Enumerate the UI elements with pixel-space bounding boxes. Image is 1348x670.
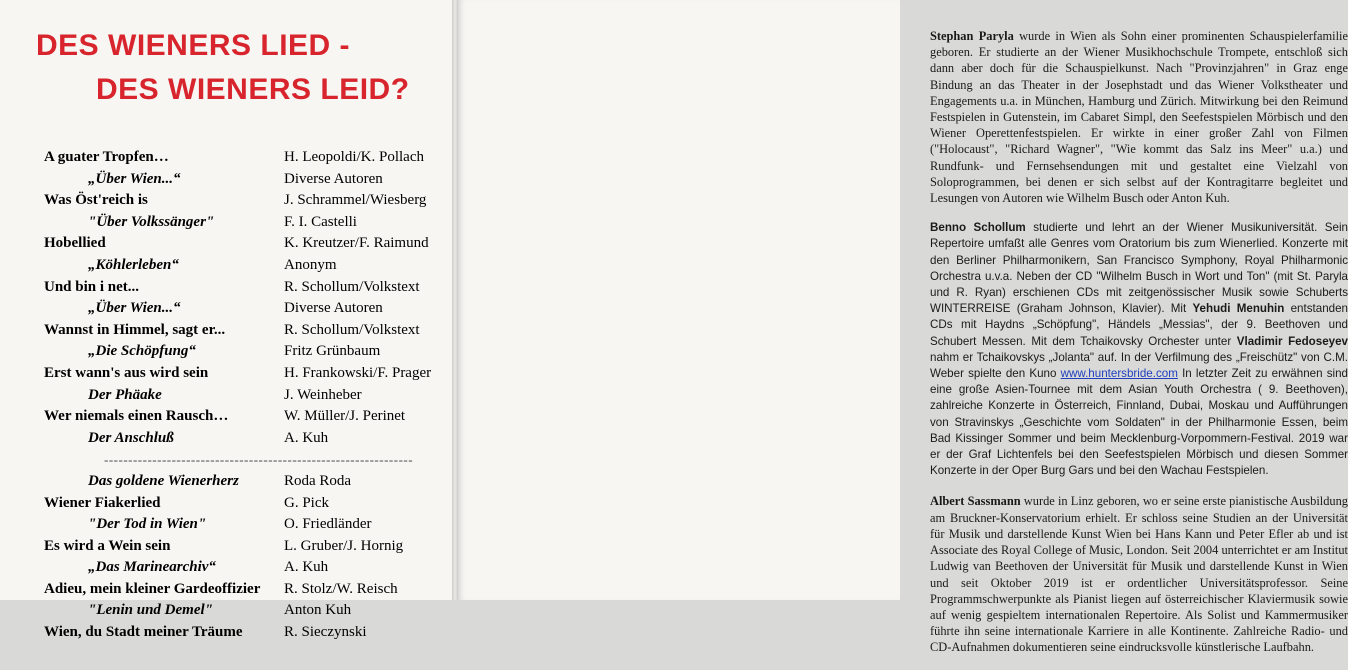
- bio-text: In letzter Zeit zu erwähnen sind eine große Asien-Tournee mit dem Asian Youth Orchestra ( 9. Beethoven), zahlreiche Konzerte in Österreich, Finnland, Dubai, Moskau und Aufführungen von Stravinskys „Geschichte vom Soldaten" in der Philharmonie Essen, beim Bad Kissinger Sommer und beim Mecklenburg-Vorpommern-Festival. 2019 war er der Graf Lichtenfels bei den Seefestspielen Mörbisch und diesen Sommer Konzerte in der Oper Burg Gars und bei den Wachau Festspielen.: [930, 367, 1348, 478]
- program-reading-title: „Über Wien...“: [88, 170, 181, 187]
- bio-benno-schollum: [930, 220, 1348, 479]
- program-author: H. Frankowski/F. Prager: [284, 364, 432, 381]
- biographies: [930, 28, 1348, 670]
- program-author: Diverse Autoren: [284, 300, 383, 317]
- program-row: [44, 320, 444, 342]
- program-row: [44, 169, 444, 191]
- program-row: [44, 600, 444, 622]
- program-title-line-2: DES WIENERS LEID?: [96, 73, 410, 106]
- bio-name: Albert Sassmann: [930, 494, 1021, 509]
- program-song-title: Erst wann's aus wird sein: [44, 364, 209, 381]
- right-page: [458, 0, 1348, 655]
- program-song-title: A guater Tropfen…: [44, 149, 169, 165]
- program-row: [44, 190, 444, 212]
- program-row: [44, 147, 444, 169]
- program-row: [44, 471, 444, 493]
- highlight-name: Vladimir Fedoseyev: [1236, 334, 1348, 348]
- program-author: W. Müller/J. Perinet: [284, 408, 406, 425]
- program-row: [44, 406, 444, 428]
- program-song-title: Adieu, mein kleiner Gardeoffizier: [44, 580, 261, 597]
- left-page: [0, 0, 452, 641]
- program-author: R. Schollum/Volkstext: [284, 321, 420, 338]
- bio-text: wurde in Linz geboren, wo er seine erste pianistische Ausbildung am Bruckner-Konservatorium erhielt. Er schloss seine Studien an der Universität für Musik und darstellende Kunst Wien bei Hans Kann und Peter Efler ab und ist Associate des Royal College of Music, London. Seit 2004 unterrichtet er am Institut Ludwig van Beethoven der Universität für Musik und darstellende Kunst in Wien und seit Oktober 2019 ist er ordentlicher Universitätsprofessor. Seine Programmschwerpunkte als Pianist liegen auf österreichischer Klaviermusik sowie auf wenig gespieltem internationalen Repertoire. Als Solist und Kammermusiker führte ihn seine internationale Karriere in alle Kontinente. Zahlreiche Radio- und CD-Aufnahmen dokumentieren seine eindrucksvolle künstlerische Laufbahn.: [930, 494, 1348, 655]
- bio-stephan-paryla: [930, 28, 1348, 206]
- program-author: Diverse Autoren: [284, 170, 383, 187]
- program-song-title: Wannst in Himmel, sagt er...: [44, 321, 226, 338]
- program-list: [44, 147, 444, 644]
- program-author: A. Kuh: [284, 559, 329, 576]
- program-song-title: Wer niemals einen Rausch…: [44, 408, 229, 425]
- program-separator: ----------------------------------------------------------------: [104, 452, 414, 468]
- program-row: [44, 385, 444, 407]
- program-author: O. Friedländer: [284, 516, 372, 533]
- bio-name: Stephan Paryla: [930, 29, 1014, 43]
- program-row: [44, 255, 444, 277]
- program-row: [44, 212, 444, 234]
- program-row: [44, 579, 444, 601]
- bio-text: wurde in Wien als Sohn einer prominenten Schauspielerfamilie geboren. Er studierte an der Wiener Musikhochschule Trompete, entschloß sich dann aber doch für die Schauspielkunst. Nach "Provinzjahren" in Graz enge Bindung an das Theater in der Josephstadt und das Wiener Volkstheater und Engagements u.a. in München, Hamburg und Zürich. Mitwirkung bei den Reimund Festspielen in Gutenstein, im Cabaret Simpl, den Seefestspielen Mörbisch und den Wiener Operettenfestspielen. Er wirkte in einer großer Zahl von Filmen ("Holocaust", "Richard Wagner", "Wie kommt das Salz ins Meer" u.a.) und Rundfunk- und Fernsehsendungen mit und gestaltet eine Vielzahl von Soloprogrammen, bei denen er sich selbst auf der Kontragitarre begleitet und Lesungen von Autoren wie Wilhelm Busch oder Anton Kuh.: [930, 29, 1348, 206]
- program-row: [44, 514, 444, 536]
- program-row: [44, 277, 444, 299]
- program-reading-title: Der Phäake: [88, 386, 162, 403]
- program-reading-title: „Über Wien...“: [88, 300, 181, 317]
- program-title-line-1: DES WIENERS LIED -: [36, 29, 351, 62]
- bio-text: nahm er Tchaikovskys „Jolanta" auf. In der Verfilmung des „Freischütz" von C.M. Weber spielte den Kuno: [930, 350, 1348, 381]
- program-song-title: Was Öst'reich is: [44, 192, 148, 209]
- program-reading-title: „Die Schöpfung“: [88, 343, 196, 360]
- program-song-title: Hobellied: [44, 235, 106, 252]
- program-song-title: Und bin i net...: [44, 278, 140, 295]
- program-song-title: Wien, du Stadt meiner Träume: [44, 624, 243, 641]
- program-author: Anton Kuh: [284, 602, 352, 619]
- program-row: [44, 341, 444, 363]
- program-row: [44, 363, 444, 385]
- program-reading-title: „Das Marinearchiv“: [88, 559, 216, 576]
- program-author: R. Stolz/W. Reisch: [284, 580, 398, 597]
- program-author: R. Schollum/Volkstext: [284, 278, 420, 295]
- program-row: [44, 233, 444, 255]
- program-author: J. Weinheber: [284, 386, 362, 403]
- program-row: [44, 536, 444, 558]
- bio-name: Benno Schollum: [930, 221, 1026, 235]
- program-author: Anonym: [284, 256, 337, 273]
- bio-albert-sassmann: [930, 493, 1348, 655]
- program-row: [44, 557, 444, 579]
- program-author: G. Pick: [284, 494, 329, 511]
- program-song-title: Wiener Fiakerlied: [44, 494, 161, 511]
- program-author: A. Kuh: [284, 429, 329, 446]
- bio-text: entstanden CDs mit Haydns „Schöpfung", Händels „Messias", der 9. Beethoven und Schubert Messen. Mit dem Tchaikovsky Orchester unter: [930, 302, 1348, 348]
- program-reading-title: Das goldene Wienerherz: [88, 472, 239, 489]
- program-row: [44, 428, 444, 450]
- program-author: F. I. Castelli: [284, 213, 357, 230]
- program-row: [44, 622, 444, 644]
- program-reading-title: "Lenin und Demel": [88, 602, 213, 619]
- program-row: [44, 298, 444, 320]
- bio-text: studierte und lehrt an der Wiener Musikuniversität. Sein Repertoire umfaßt alle Genres vom Oratorium bis zum Wienerlied. Konzerte mit den Berliner Philharmonikern, San Francisco Symphony, Royal Philharmonic Orchestra u.v.a. Neben der CD "Wilhelm Busch in Wort und Ton" (mit St. Paryla und R. Ryan) erschienen CDs mit zeitgenössischer Musik sowie Schuberts WINTERREISE (Graham Johnson, Klavier). Mit: [930, 221, 1348, 316]
- program-author: J. Schrammel/Wiesberg: [284, 192, 427, 209]
- highlight-name: Yehudi Menuhin: [1192, 302, 1285, 316]
- program-author: Fritz Grünbaum: [284, 343, 381, 360]
- program-author: L. Gruber/J. Hornig: [284, 537, 404, 554]
- program-reading-title: "Der Tod in Wien": [88, 516, 207, 533]
- program-reading-title: "Über Volkssänger": [88, 213, 215, 230]
- program-reading-title: „Köhlerleben“: [88, 256, 179, 273]
- program-song-title: Es wird a Wein sein: [44, 537, 171, 554]
- program-author: H. Leopoldi/K. Pollach: [284, 149, 424, 165]
- program-author: Roda Roda: [284, 472, 352, 489]
- program-author: K. Kreutzer/F. Raimund: [284, 235, 429, 252]
- program-reading-title: Der Anschluß: [88, 429, 174, 446]
- program-author: R. Sieczynski: [284, 624, 367, 641]
- huntersbride-link[interactable]: www.huntersbride.com: [1060, 367, 1178, 381]
- program-row: [44, 493, 444, 515]
